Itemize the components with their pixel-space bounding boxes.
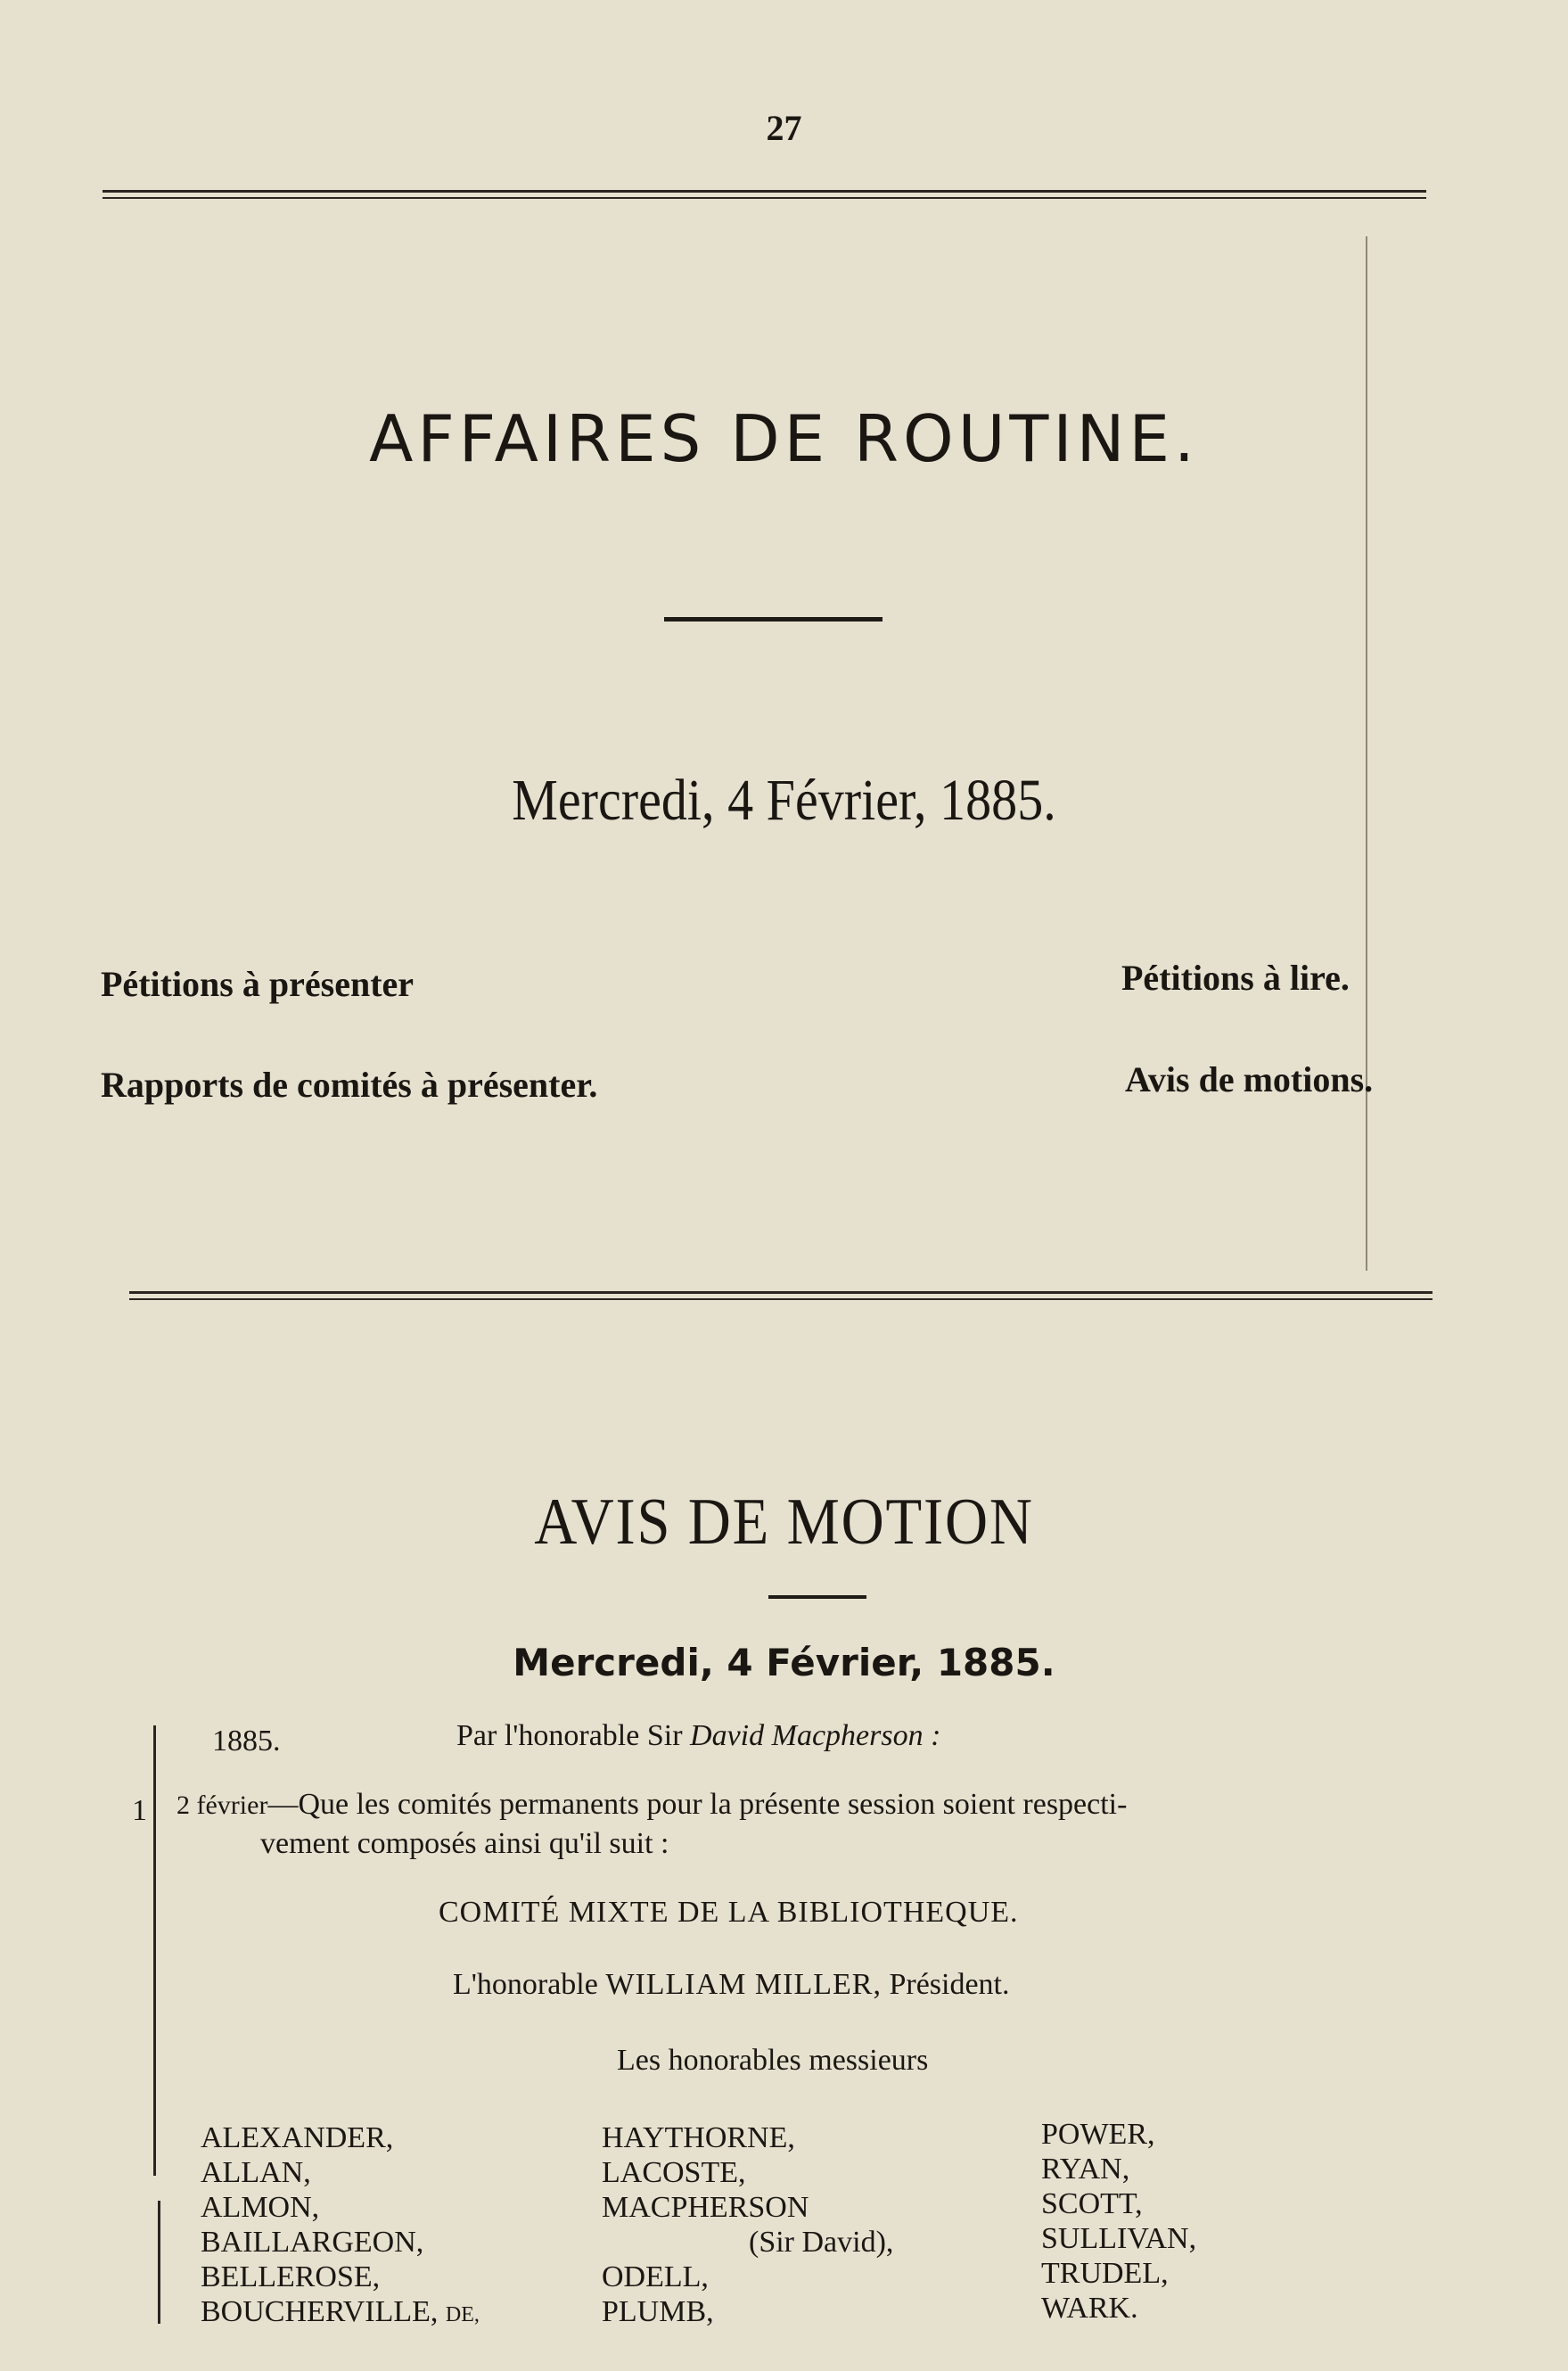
motion-date: 2 février: [177, 1791, 268, 1820]
motion-sponsor: [456, 1719, 940, 1753]
routine-date: Mercredi, 4 Février, 1885.: [512, 768, 1056, 833]
member-name: PLUMB,: [602, 2295, 714, 2328]
member-name: BELLEROSE,: [201, 2260, 381, 2293]
motion-text-start: —Que les comités permanents pour la présente session soient respecti-: [267, 1788, 1128, 1821]
member-name: WARK.: [1041, 2292, 1138, 2325]
member-name: ALEXANDER,: [201, 2121, 394, 2154]
member-name: RYAN,: [1041, 2153, 1130, 2186]
sponsor-name: David Macpherson :: [690, 1719, 941, 1752]
members-heading: Les honorables messieurs: [617, 2044, 929, 2077]
chair-role: Président.: [889, 1968, 1010, 2001]
member-name-main: BOUCHERVILLE,: [201, 2295, 439, 2328]
members-column-1: [201, 2120, 480, 2333]
sponsor-prefix: Par l'honorable Sir: [456, 1719, 683, 1752]
top-double-rule: [103, 190, 1426, 199]
page-number: 27: [766, 108, 802, 148]
mid-double-rule: [129, 1291, 1433, 1300]
chair-prefix: L'honorable: [453, 1968, 598, 2001]
petitions-read: Pétitions à lire.: [1121, 958, 1350, 998]
members-column-2: [602, 2120, 893, 2329]
member-name: SULLIVAN,: [1041, 2222, 1197, 2255]
chair-name: WILLIAM MILLER,: [605, 1968, 882, 2001]
committee-name: COMITÉ MIXTE DE LA BIBLIOTHEQUE.: [439, 1896, 1019, 1929]
petitions-present: Pétitions à présenter: [101, 964, 415, 1004]
motion-text-line1: [177, 1788, 1127, 1822]
member-name: ODELL,: [602, 2260, 709, 2293]
member-name: POWER,: [1041, 2118, 1155, 2151]
notices-of-motion: Avis de motions.: [1125, 1059, 1374, 1099]
motion-number: 1: [132, 1794, 147, 1827]
member-name: MACPHERSON: [602, 2191, 809, 2224]
motion-year: 1885.: [212, 1725, 281, 1758]
notice-title: AVIS DE MOTION: [534, 1486, 1034, 1559]
member-name: SCOTT,: [1041, 2187, 1143, 2220]
members-column-3: [1041, 2117, 1196, 2326]
margin-bracket-lower: [158, 2201, 160, 2324]
member-name-note: (Sir David),: [749, 2226, 894, 2259]
member-name: [201, 2294, 480, 2333]
reports-present: Rapports de comités à présenter.: [101, 1065, 598, 1105]
member-name: HAYTHORNE,: [602, 2121, 795, 2154]
member-name: BAILLARGEON,: [201, 2226, 424, 2259]
margin-line-top: [1366, 236, 1367, 1271]
member-name: ALLAN,: [201, 2156, 311, 2189]
member-name: ALMON,: [201, 2191, 320, 2224]
member-name: TRUDEL,: [1041, 2257, 1169, 2290]
margin-bracket-upper: [153, 1725, 156, 2176]
page-title: AFFAIRES DE ROUTINE.: [369, 401, 1199, 476]
title-separator: [664, 617, 883, 622]
motion-text-line2: vement composés ainsi qu'il suit :: [260, 1827, 669, 1860]
member-name-particle: DE,: [445, 2303, 480, 2326]
committee-chair: [453, 1968, 1010, 2002]
member-name: LACOSTE,: [602, 2156, 746, 2189]
notice-separator: [768, 1595, 866, 1599]
notice-date: Mercredi, 4 Février, 1885.: [513, 1641, 1055, 1684]
